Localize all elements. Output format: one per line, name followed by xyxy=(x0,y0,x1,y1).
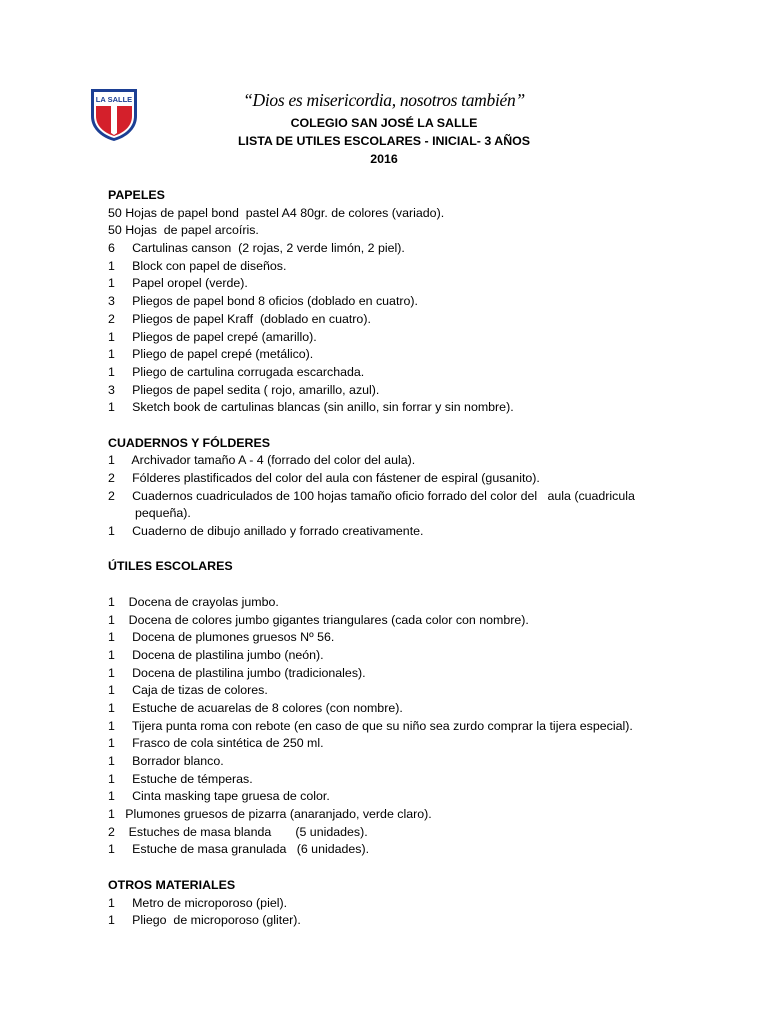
section-heading-cuadernos: CUADERNOS Y FÓLDERES xyxy=(108,435,271,450)
list-item: 1 Tijera punta roma con rebote (en caso de que su niño sea zurdo comprar la tijera especial). xyxy=(108,718,633,733)
list-item: 1 Metro de microporoso (piel). xyxy=(108,895,288,910)
list-item: 1 Cinta masking tape gruesa de color. xyxy=(108,789,330,804)
spacer xyxy=(108,541,728,559)
list-item: 1 Borrador blanco. xyxy=(108,754,224,768)
list-item: 2 Estuches de masa blanda (5 unidades). xyxy=(108,824,368,839)
list-item: 1 Pliego de microporoso (gliter). xyxy=(108,913,301,928)
list-item: 1 Docena de crayolas jumbo. xyxy=(108,594,279,609)
school-year: 2016 xyxy=(370,152,398,166)
list-item: 1 Cuaderno de dibujo anillado y forrado creativamente. xyxy=(108,524,424,539)
section-heading-papeles: PAPELES xyxy=(108,188,165,202)
spacer xyxy=(108,576,728,594)
list-item: 1 Caja de tizas de colores. xyxy=(108,683,268,698)
list-item: 6 Cartulinas canson (2 rojas, 2 verde limón, 2 piel). xyxy=(108,241,405,256)
list-item: 3 Pliegos de papel sedita ( rojo, amarillo, azul). xyxy=(108,382,380,397)
list-item: 1 Papel oropel (verde). xyxy=(108,276,248,291)
list-item: 1 Estuche de témperas. xyxy=(108,771,253,786)
list-item: 1 Archivador tamaño A - 4 (forrado del color del aula). xyxy=(108,453,416,468)
list-item: 1 Docena de colores jumbo gigantes triangulares (cada color con nombre). xyxy=(108,612,529,627)
list-item: 1 Frasco de cola sintética de 250 ml. xyxy=(108,736,324,751)
logo-text: LA SALLE xyxy=(95,95,133,104)
list-item: 2 Fólderes plastificados del color del aula con fástener de espiral (gusanito). xyxy=(108,471,540,485)
list-item: 2 Cuadernos cuadriculados de 100 hojas tamaño oficio forrado del color del aula (cuadricula xyxy=(108,488,635,503)
school-motto: “Dios es misericordia, nosotros también” xyxy=(243,90,525,110)
list-item: 1 Plumones gruesos de pizarra (anaranjado, verde claro). xyxy=(108,807,432,822)
list-item: 1 Estuche de acuarelas de 8 colores (con nombre). xyxy=(108,700,403,715)
supply-list xyxy=(108,187,728,930)
list-item: 1 Docena de plastilina jumbo (neón). xyxy=(108,647,324,662)
list-item: 1 Pliego de cartulina corrugada escarchada. xyxy=(108,364,365,379)
list-item-continuation: pequeña). xyxy=(135,506,191,521)
spacer xyxy=(108,417,728,435)
list-item: 3 Pliegos de papel bond 8 oficios (doblado en cuatro). xyxy=(108,294,418,309)
section-heading-utiles: ÚTILES ESCOLARES xyxy=(108,559,233,574)
list-item: 1 Pliegos de papel crepé (amarillo). xyxy=(108,329,317,344)
list-item: 50 Hojas de papel bond pastel A4 80gr. de colores (variado). xyxy=(108,205,445,220)
spacer xyxy=(108,859,728,877)
list-item: 1 Pliego de papel crepé (metálico). xyxy=(108,347,314,362)
school-name: COLEGIO SAN JOSÉ LA SALLE xyxy=(290,116,478,130)
list-item: 1 Docena de plumones gruesos Nº 56. xyxy=(108,630,335,645)
list-item: 2 Pliegos de papel Kraff (doblado en cuatro). xyxy=(108,311,371,326)
list-item: 1 Estuche de masa granulada (6 unidades). xyxy=(108,842,370,857)
list-item: 1 Docena de plastilina jumbo (tradicionales). xyxy=(108,665,366,680)
list-item: 50 Hojas de papel arcoíris. xyxy=(108,223,259,238)
list-item: 1 Sketch book de cartulinas blancas (sin anillo, sin forrar y sin nombre). xyxy=(108,400,514,415)
list-title: LISTA DE UTILES ESCOLARES - INICIAL- 3 AÑOS xyxy=(237,134,531,148)
list-item: 1 Block con papel de diseños. xyxy=(108,258,287,273)
section-heading-otros: OTROS MATERIALES xyxy=(108,877,236,892)
